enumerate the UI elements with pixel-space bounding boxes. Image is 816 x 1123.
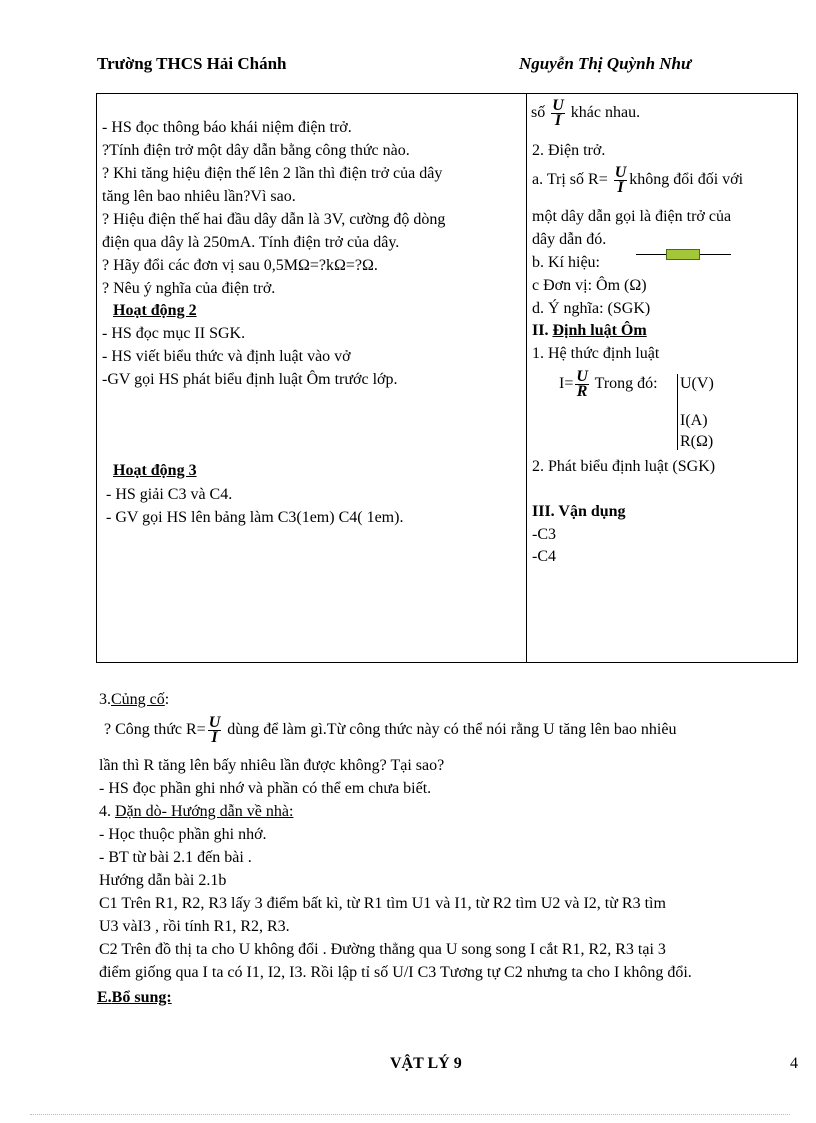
frac-num: U [614,163,627,181]
below-line-11: điểm giống qua I ta có I1, I2, I3. Rồi lập tỉ số U/I C3 Tương tự C2 nhưng ta cho I không đổi. [99,964,692,981]
hd2-line-1: - HS đọc mục II SGK. [102,325,246,342]
hd2-line-3: -GV gọi HS phát biểu định luật Ôm trước lớp. [102,371,398,388]
hd2-title: Hoạt động 2 [113,302,197,319]
cungco-colon: : [164,691,170,708]
q-prefix: ? Công thức R= [104,721,206,738]
dientro-title: 2. Điện trở. [532,142,606,159]
cungco-num: 3. [99,691,111,708]
below-line-5: - Học thuộc phần ghi nhớ. [99,826,267,843]
page-number: 4 [790,1055,798,1072]
so-prefix: số [531,104,546,121]
below-line-8: C1 Trên R1, R2, R3 lấy 3 điểm bất kì, từ R1 tìm U1 và I1, từ R2 tìm U2 và I2, từ R3 tìm [99,895,666,912]
fraction-u-over-i-2 [614,163,628,196]
u-label: U(V) [680,375,714,392]
frac-den: I [617,178,624,196]
left-line-4: tăng lên bao nhiêu lần?Vì sao. [102,188,296,205]
sec2-title: Định luật Ôm [552,322,647,339]
donvi: c Đơn vị: Ôm (Ω) [532,277,647,294]
frac-den: I [211,728,218,746]
left-line-3: ? Khi tăng hiệu điện thế lên 2 lần thì điện trở của dây [102,165,443,182]
frac-den: I [554,111,562,129]
left-line-7: ? Hãy đổi các đơn vị sau 0,5MΩ=?kΩ=?Ω. [102,257,378,274]
legend-bar [677,374,678,450]
footer-title: VẬT LÝ 9 [390,1055,462,1072]
below-line-6: - BT từ bài 2.1 đến bài . [99,849,252,866]
below-line-9: U3 vàI3 , rồi tính R1, R2, R3. [99,918,290,935]
question-line [104,713,676,747]
frac-num: U [552,96,564,114]
i-label: I(A) [680,412,708,429]
resistor-symbol-icon [666,249,700,260]
cungco-title: Củng cố [111,691,165,708]
i-prefix: I= [559,375,574,392]
bosung-heading [97,988,172,1008]
section-3-heading: III. Vận dụng [532,503,626,520]
c3-item: -C3 [532,526,556,543]
fraction-u-over-i-1 [551,96,565,129]
below-line-10: C2 Trên đồ thị ta cho U không đổi . Đường thẳng qua U song song I cắt R1, R2, R3 tại 3 [99,941,666,958]
dando-num: 4. [99,803,115,820]
hd3-title: Hoạt động 3 [113,462,197,479]
fraction-u-over-i-3 [208,713,222,746]
c4-item: -C4 [532,548,556,565]
dando-heading [99,802,293,822]
frac-num: U [208,713,221,731]
hd3-line-1: - HS giải C3 và C4. [106,486,233,503]
school-name: Trường THCS Hải Chánh [97,54,287,73]
dando-title: Dặn dò- Hướng dẫn về nhà: [115,803,294,820]
frac-den-r: R [576,382,588,400]
kihieu: b. Kí hiệu: [532,254,600,271]
q-suffix: dùng để làm gì.Từ công thức này có thể nói rằng U tăng lên bao nhiêu [227,721,677,738]
sec2-num: II. [532,322,553,339]
hethuc: 1. Hệ thức định luật [532,345,660,362]
so-suffix: khác nhau. [570,104,641,121]
below-line-7: Hướng dẫn bài 2.1b [99,872,227,889]
below-line-3: - HS đọc phần ghi nhớ và phần có thể em chưa biết. [99,780,432,797]
left-line-2: ?Tính điện trở một dây dẫn bằng công thức nào. [102,142,410,159]
fraction-u-over-r [575,367,589,400]
left-line-1: - HS đọc thông báo khái niệm điện trở. [102,119,352,136]
frac-num: U [576,367,588,385]
r-label: R(Ω) [680,433,714,450]
phatbieu: 2. Phát biểu định luật (SGK) [532,458,716,475]
section-2-heading [532,321,647,341]
a-prefix: a. Trị số R= [532,171,608,188]
teacher-name: Nguyễn Thị Quỳnh Như [519,54,692,73]
below-line-2: lần thì R tăng lên bấy nhiêu lần được không? Tại sao? [99,757,445,774]
left-line-6: điện qua dây là 250mA. Tính điện trở của dây. [102,234,400,251]
trongdo: Trong đó: [594,375,658,392]
column-divider [526,94,527,662]
a-cont-1: một dây dẫn gọi là điện trở của [532,208,732,225]
a-suffix: không đổi đối với [629,171,744,188]
bosung-e: E. [97,989,112,1006]
ohm-formula [559,367,658,401]
cungco-heading [99,690,169,710]
hd3-line-2: - GV gọi HS lên bảng làm C3(1em) C4( 1em). [106,509,404,526]
hd2-line-2: - HS viết biểu thức và định luật vào vở [102,348,351,365]
left-line-8: ? Nêu ý nghĩa của điện trở. [102,280,276,297]
bosung-title: Bổ sung: [111,989,172,1006]
resistance-def-line [532,163,743,197]
ynghia: d. Ý nghĩa: (SGK) [532,300,651,317]
footer-dotted-rule [30,1114,790,1115]
a-cont-2: dây dẫn đó. [532,231,607,248]
so-line [531,96,640,130]
left-line-5: ? Hiệu điện thế hai đầu dây dẫn là 3V, cường độ dòng [102,211,446,228]
